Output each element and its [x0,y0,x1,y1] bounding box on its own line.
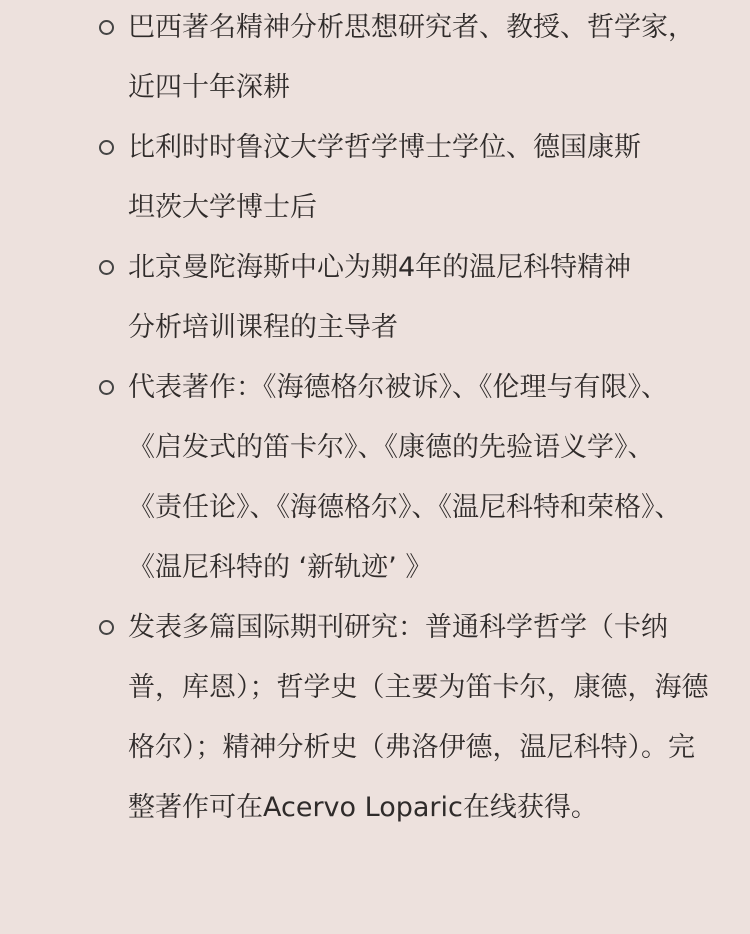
circle-bullet-icon [99,260,114,275]
circle-bullet-icon [99,20,114,35]
list-item-line: 格尔）；精神分析史（弗洛伊德，温尼科特）。完 [128,732,695,763]
list-item-line: 《责任论》、《海德格尔》、《温尼科特和荣格》、 [128,492,682,523]
list-item-line: 代表著作：《海德格尔被诉》、《伦理与有限》、 [128,372,668,403]
list-item-line: 《温尼科特的 ‘新轨迹’ 》 [128,552,433,583]
circle-bullet-icon [99,380,114,395]
list-item-line: 《启发式的笛卡尔》、《康德的先验语义学》、 [128,432,655,463]
list-item-line: 发表多篇国际期刊研究：普通科学哲学（卡纳 [128,612,668,643]
list-item-line: 坦茨大学博士后 [128,192,317,223]
list-item-line: 巴西著名精神分析思想研究者、教授、哲学家， [128,12,695,43]
list-item-line: 普，库恩）；哲学史（主要为笛卡尔，康德，海德 [128,672,709,703]
circle-bullet-icon [99,140,114,155]
list-item-line: 北京曼陀海斯中心为期4年的温尼科特精神 [128,252,632,283]
list-item-line: 比利时时鲁汶大学哲学博士学位、德国康斯 [128,132,641,163]
list-item-line: 分析培训课程的主导者 [128,312,398,343]
list-item-line: 整著作可在Acervo Loparic在线获得。 [128,792,598,823]
circle-bullet-icon [99,620,114,635]
list-item-line: 近四十年深耕 [128,72,290,103]
